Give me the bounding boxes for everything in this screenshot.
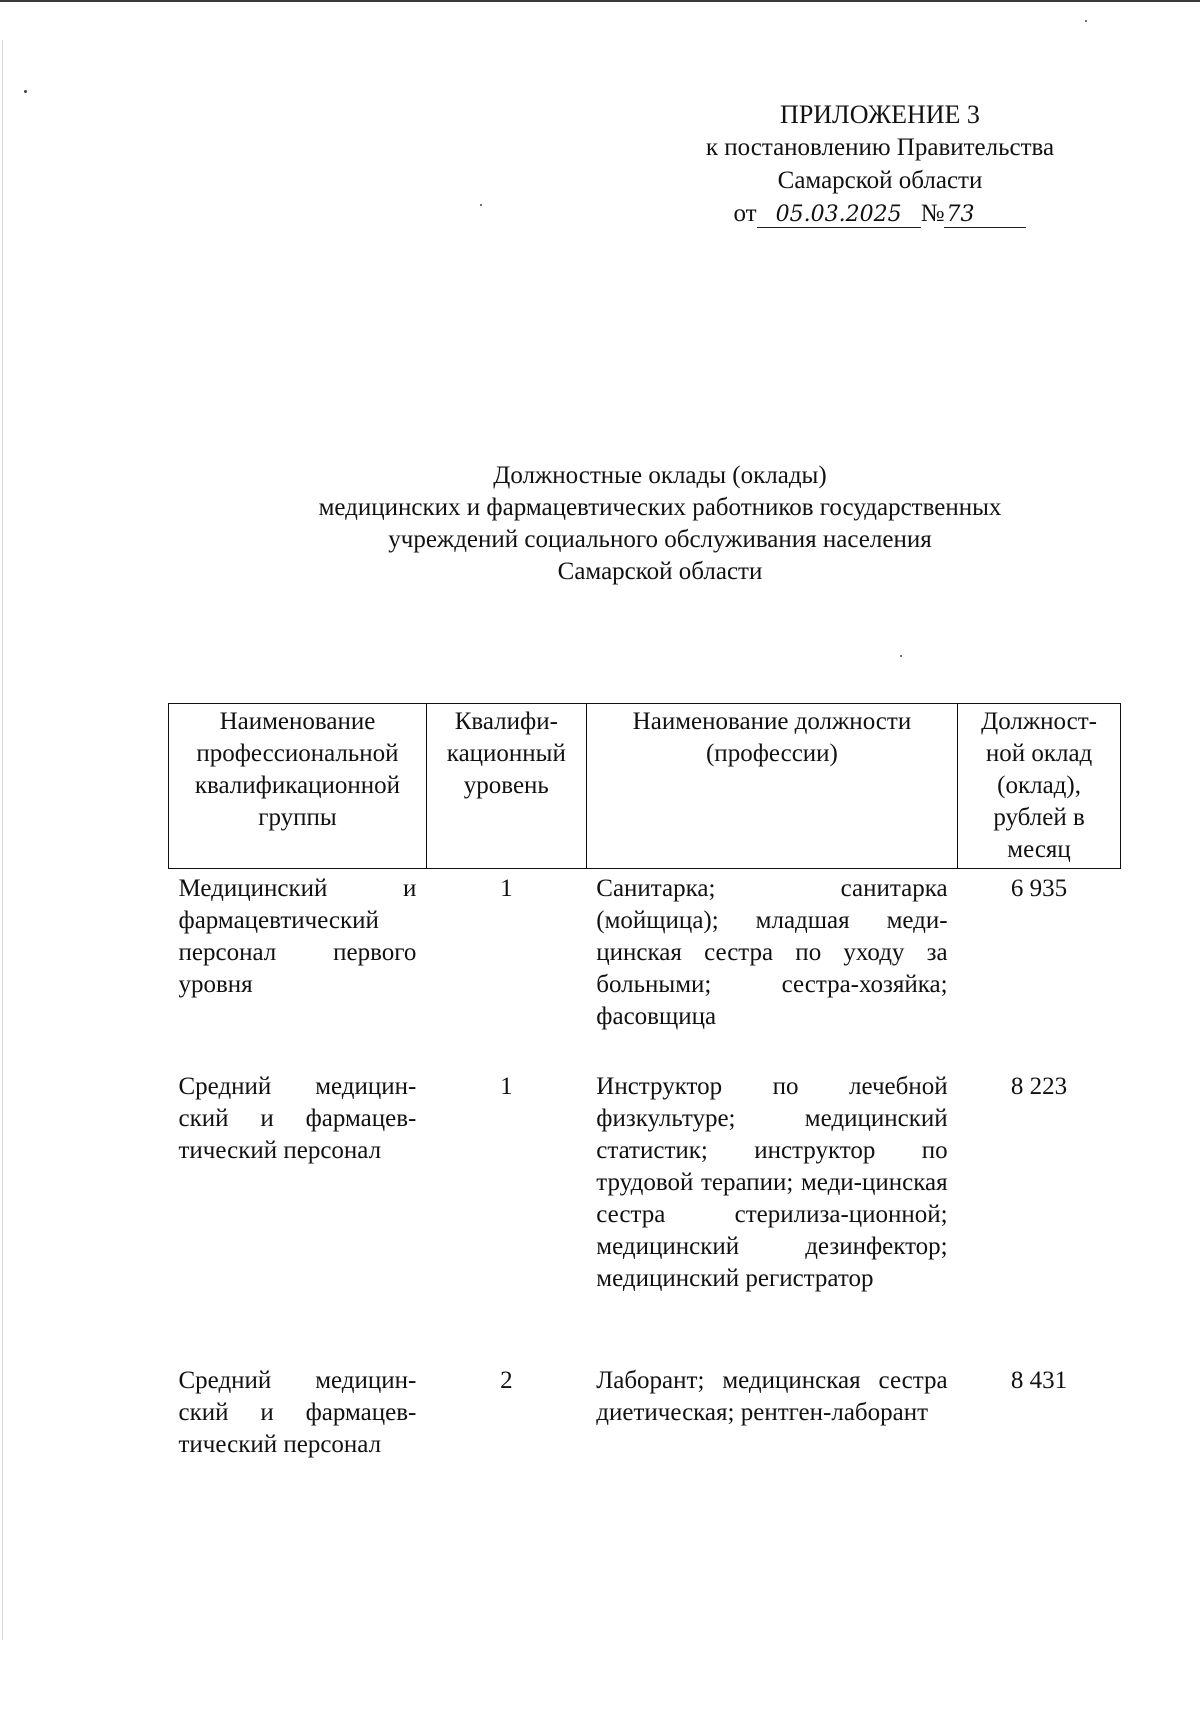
appendix-block (660, 98, 1100, 230)
cell-salary: 8 223 (1010, 1073, 1068, 1100)
cell-salary: 8 431 (1010, 1367, 1068, 1394)
salary-table (168, 703, 1121, 1465)
date-prefix: от (733, 200, 757, 227)
table-row (169, 1067, 1121, 1361)
scan-edge-left (2, 40, 3, 1640)
scan-speck (480, 204, 482, 206)
title-line-2: медицинских и фармацевтических работников государственных (318, 494, 1002, 521)
header-group-name: Наименование профессиональной квалификационной группы (169, 704, 427, 869)
title-line-3: учреждений социального обслуживания населения (388, 526, 932, 553)
cell-positions: Лаборант; медицинская сестра диетическая; рентген-лаборант (596, 1367, 948, 1426)
header-position-name: Наименование должности (профессии) (586, 704, 957, 869)
number-prefix: № (920, 200, 945, 227)
appendix-decree-line: к постановлению Правительства (705, 134, 1055, 161)
appendix-date-row (660, 197, 1100, 230)
scan-edge-top (0, 0, 1200, 2)
cell-positions: Санитарка; санитарка (мойщица); младшая меди-цинская сестра по уходу за больными; сестра-хозяйка; фасовщица (596, 875, 948, 1030)
scan-speck (24, 90, 27, 93)
header-salary: Должност-ной оклад (оклад), рублей в месяц (958, 704, 1121, 869)
document-title (160, 460, 1160, 588)
scan-speck (1085, 20, 1087, 22)
cell-level: 1 (500, 1073, 513, 1100)
cell-positions: Инструктор по лечебной физкультуре; медицинский статистик; инструктор по трудовой терапии; меди-цинская сестра стерилиза-ционной; медицинский дезинфектор; медицинский регистратор (596, 1073, 948, 1292)
cell-group: Медицинский и фармацевтический персонал первого уровня (178, 875, 417, 998)
handwritten-number: 73 (944, 203, 1026, 228)
table-row (169, 1361, 1121, 1465)
appendix-title: ПРИЛОЖЕНИЕ 3 (780, 100, 980, 129)
title-line-4: Самарской области (557, 558, 763, 585)
header-qualification-level: Квалифи-кационный уровень (426, 704, 586, 869)
cell-group: Средний медицин-ский и фармацев-тический персонал (178, 1073, 417, 1164)
table-row (169, 869, 1121, 1068)
cell-group: Средний медицин-ский и фармацев-тический персонал (178, 1367, 417, 1458)
cell-level: 1 (500, 875, 513, 902)
cell-level: 2 (500, 1367, 513, 1394)
appendix-region-line: Самарской области (777, 167, 983, 194)
table-header-row (169, 704, 1121, 869)
handwritten-date: 05.03.2025 (757, 203, 921, 228)
scan-speck (900, 655, 902, 657)
cell-salary: 6 935 (1010, 875, 1068, 902)
title-line-1: Должностные оклады (оклады) (493, 462, 827, 489)
